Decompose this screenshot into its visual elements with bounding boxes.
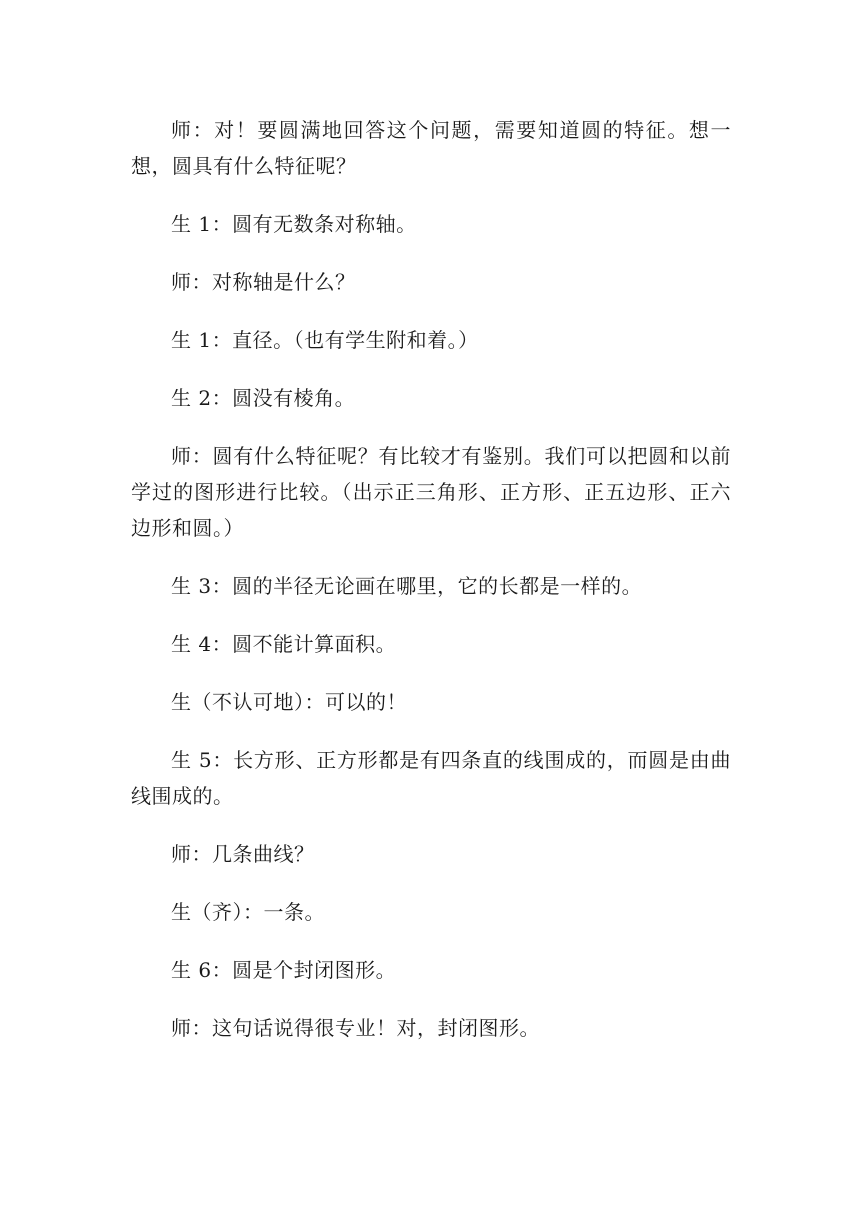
paragraph-1: 师：对！要圆满地回答这个问题，需要知道圆的特征。想一想，圆具有什么特征呢？ xyxy=(131,118,731,178)
paragraph-13: 生 6：圆是个封闭图形。 xyxy=(171,958,397,982)
paragraph-12: 生（齐）：一条。 xyxy=(171,900,325,924)
paragraph-4: 生 1：直径。（也有学生附和着。） xyxy=(171,328,479,352)
document-body xyxy=(131,112,731,1068)
paragraph-7: 生 3：圆的半径无论画在哪里，它的长都是一样的。 xyxy=(171,574,643,598)
paragraph-10: 生 5：长方形、正方形都是有四条直的线围成的，而圆是由曲线围成的。 xyxy=(131,748,731,808)
paragraph-3: 师：对称轴是什么？ xyxy=(171,270,356,294)
paragraph-8: 生 4：圆不能计算面积。 xyxy=(171,632,397,656)
paragraph-9: 生（不认可地）：可以的！ xyxy=(171,690,407,714)
paragraph-14: 师：这句话说得很专业！对，封闭图形。 xyxy=(171,1016,540,1040)
paragraph-11: 师：几条曲线？ xyxy=(171,842,315,866)
paragraph-6: 师：圆有什么特征呢？有比较才有鉴别。我们可以把圆和以前学过的图形进行比较。（出示正三角形、正方形、正五边形、正六边形和圆。） xyxy=(131,444,731,540)
paragraph-2: 生 1：圆有无数条对称轴。 xyxy=(171,212,417,236)
paragraph-5: 生 2：圆没有棱角。 xyxy=(171,386,356,410)
